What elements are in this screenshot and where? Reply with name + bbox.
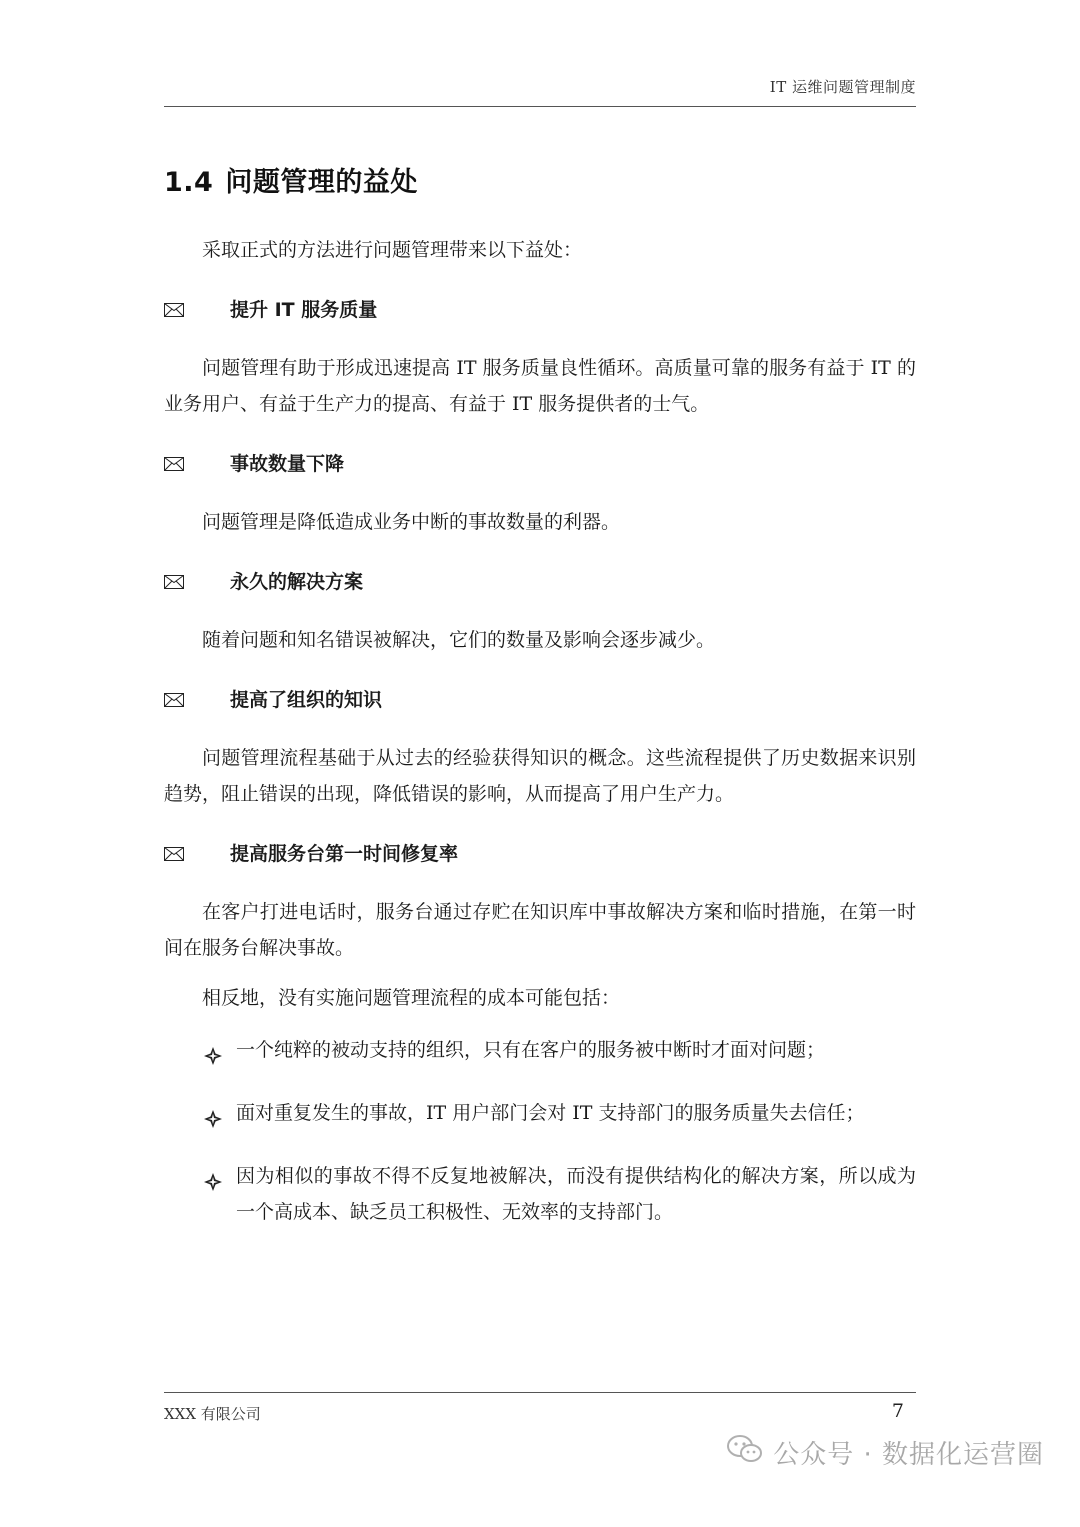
benefit-heading-text: 永久的解决方案	[230, 571, 364, 593]
header-rule	[164, 106, 916, 107]
benefit-heading	[164, 292, 916, 328]
benefit-heading	[164, 446, 916, 482]
intro-paragraph: 采取正式的方法进行问题管理带来以下益处：	[202, 239, 583, 261]
envelope-icon	[164, 303, 184, 317]
envelope-icon	[164, 693, 184, 707]
envelope-icon	[164, 575, 184, 589]
envelope-icon	[164, 847, 184, 861]
benefit-paragraph: 在客户打进电话时，服务台通过存贮在知识库中事故解决方案和临时措施，在第一时间在服务台解决事故。	[164, 901, 916, 959]
wechat-icon	[727, 1434, 763, 1471]
benefit-heading-text: 事故数量下降	[230, 453, 345, 475]
costs-intro-paragraph: 相反地，没有实施问题管理流程的成本可能包括：	[202, 987, 621, 1009]
benefit-heading-text: 提升 IT 服务质量	[230, 299, 378, 321]
benefit-paragraph: 随着问题和知名错误被解决，它们的数量及影响会逐步减少。	[202, 629, 716, 651]
section-title	[164, 160, 418, 199]
section-number: 1.4	[164, 167, 214, 198]
section-title-text: 问题管理的益处	[225, 167, 418, 198]
diamond-bullet-icon	[204, 1041, 222, 1077]
benefit-heading-text: 提高了组织的知识	[230, 689, 383, 711]
diamond-bullet-icon	[204, 1104, 222, 1140]
cost-list-item-text: 面对重复发生的事故，IT 用户部门会对 IT 支持部门的服务质量失去信任；	[236, 1102, 865, 1124]
page-number: 7	[891, 1400, 904, 1422]
benefit-paragraph: 问题管理流程基础于从过去的经验获得知识的概念。这些流程提供了历史数据来识别趋势，阻止错误的出现，降低错误的影响，从而提高了用户生产力。	[164, 747, 916, 805]
benefit-heading	[164, 564, 916, 600]
cost-list-item	[204, 1095, 916, 1140]
benefit-paragraph: 问题管理是降低造成业务中断的事故数量的利器。	[202, 511, 621, 533]
benefit-heading	[164, 682, 916, 718]
benefit-heading	[164, 836, 916, 872]
watermark-text: 公众号 · 数据化运营圈	[773, 1440, 1044, 1470]
benefit-heading-text: 提高服务台第一时间修复率	[230, 843, 459, 865]
header-title: IT 运维问题管理制度	[769, 78, 916, 96]
page-content	[164, 232, 916, 1248]
cost-list-item	[204, 1032, 916, 1077]
envelope-icon	[164, 457, 184, 471]
watermark	[727, 1434, 1044, 1471]
cost-list-item-text: 一个纯粹的被动支持的组织，只有在客户的服务被中断时才面对问题；	[236, 1039, 826, 1061]
cost-list-item	[204, 1158, 916, 1230]
benefit-paragraph: 问题管理有助于形成迅速提高 IT 服务质量良性循环。高质量可靠的服务有益于 IT 的业务用户、有益于生产力的提高、有益于 IT 服务提供者的士气。	[164, 357, 916, 415]
diamond-bullet-icon	[204, 1167, 222, 1203]
footer-company: XXX 有限公司	[164, 1405, 261, 1423]
footer-rule	[164, 1392, 916, 1393]
cost-list-item-text: 因为相似的事故不得不反复地被解决，而没有提供结构化的解决方案，所以成为一个高成本、缺乏员工积极性、无效率的支持部门。	[236, 1165, 916, 1223]
